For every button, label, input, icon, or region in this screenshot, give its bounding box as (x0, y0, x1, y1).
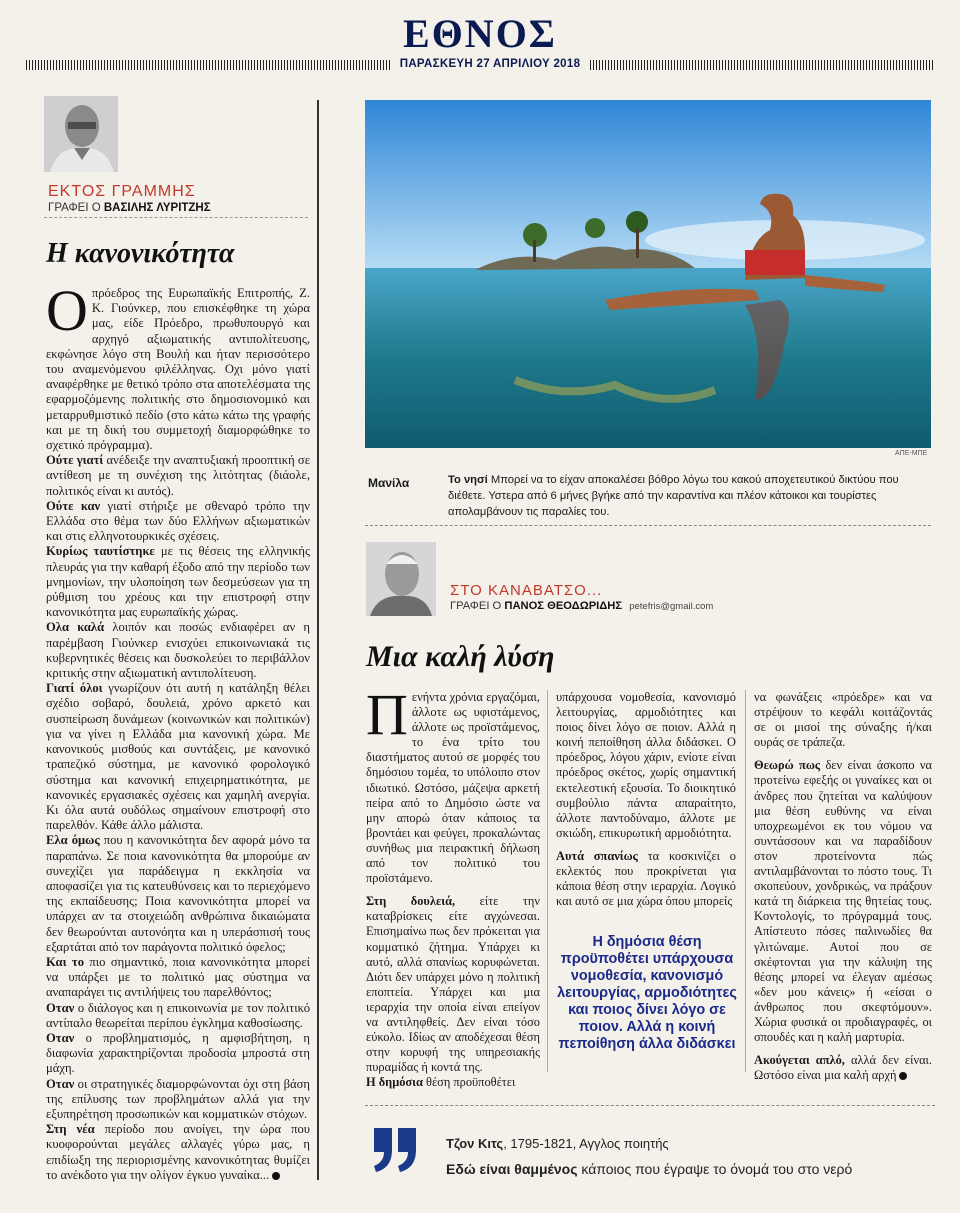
paragraph: γνωρίζουν ότι αυτή η κατάληξη θέλει σχέδιο σοβαρό, δουλειά, χρόνο αρκετό και συσπείρωση δυνάμεων (κοινωνικών και πολιτικών) για να γίνει η Ελλάδα μια κανονική χώρα. Με κανονικούς μισθούς και συντάξεις, με κανονικό τραπεζικό σύστημα, με κανονικό φορολογικό σύστημα και κανονική επιχειρηματικότητα, με κανονικές εργασιακές σχέσεις και χαμηλή ανεργία. Κι όλα αυτά ουδόλως σημαίνουν επιστροφή στο παρελθόν. Κάθε άλλο μάλιστα. (46, 681, 311, 833)
lead-in: Και το (46, 954, 84, 969)
lead-in: Ολα καλά (46, 620, 105, 635)
pull-quote: Η δημόσια θέση προϋποθέτει υπάρχουσα νομοθεσία, κανονισμό λειτουργίας, αρμοδιότητες και ποιος δίνει λόγο σε ποιον. Αλλά η κοινή πεποίθηση άλλα διδάσκει (557, 934, 737, 1052)
paragraph: γιατί στήριξε με σθεναρό τρόπο την Ελλάδα στο θέμα των δύο Ελλήνων αξιωματικών και στις ελληνοτουρκικές σχέσεις. (46, 498, 310, 544)
byline (48, 202, 211, 214)
caption-lead: Το νησί (448, 474, 488, 486)
lead-in: Ακούγεται απλό, (754, 1053, 845, 1068)
quote-lead: Εδώ είναι θαμμένος (446, 1161, 578, 1177)
lead-in: Ούτε γιατί (46, 453, 104, 468)
paragraph: ο προβληματισμός, η αμφισβήτηση, η διαφωνία χαρακτηρίζονται προδοσία μπροστά στη μάχη. (46, 1030, 310, 1076)
paragraph: ενήντα χρόνια εργαζόμαι, άλλοτε ως υφιστάμενος, άλλοτε ως προϊστάμενος, το ένα τρίτο του διαστήματος αυτού σε μορφές του δημόσιου τομέα, το υπόλοιπο στον ιδιωτικό. Ωστόσο, μάζεψα αρκετή πείρα από το Δημόσιο ώστε να μην απορώ όταν κάποιος τα βροντάει και φεύγει, προκαλώντας συνήθως μια πειρακτική δήλωση από τον πολιτικό του προϊστάμενο. (366, 690, 540, 886)
lead-in: Οταν (46, 1000, 75, 1015)
dropcap: Π (366, 682, 408, 747)
masthead-rule-right (590, 60, 935, 70)
divider (44, 217, 308, 218)
quote-text (446, 1161, 852, 1177)
dropcap: Ο (46, 278, 88, 343)
divider (365, 525, 931, 526)
paragraph: είτε την καταβρίσκεις είτε αγχώνεσαι. Επισημαίνω πως δεν πρόκειται για κομματικό ζήτημα. Υπάρχει κι αυτό, αλλά σπανίως κορυφώνεται. Διότι δεν υπάρχει μόνο η πολιτική εποπτεία. Υπάρχει και μια ιεραρχία την οποία είναι επείγον να αντιληφθείς. Δεν είναι τόσο εύκολο. Ιδίως αν αποδέχεσαι θέση στην κορυφή της υπηρεσιακής πυραμίδας ή κοντά της. (366, 894, 540, 1075)
photo-location: Μανίλα (368, 476, 410, 490)
author-name: ΒΑΣΙΛΗΣ ΛΥΡΙΤΖΗΣ (103, 202, 211, 214)
lead-in: Κυρίως ταυτίστηκε (46, 544, 155, 559)
paragraph: πιο σημαντικό, ποια κανονικότητα μπορεί να υπάρξει με το πολιτικό μας σύστημα να αναπαράγει τις αντιλήψεις του παρελθόντος; (46, 954, 310, 1000)
column-separator (547, 690, 548, 1072)
paragraph: ο διάλογος και η επικοινωνία με τον πολιτικό αντίπαλο θεωρείται περίπου έγκλημα καθοσίωσης. (46, 1000, 310, 1030)
article-headline: Μια καλή λύση (366, 640, 555, 673)
author-name: ΠΑΝΟΣ ΘΕΟΔΩΡΙΔΗΣ (504, 600, 623, 612)
masthead (0, 0, 960, 80)
column-name: ΣΤΟ ΚΑΝΑΒΑΤΣΟ... (450, 582, 603, 599)
divider (365, 1105, 935, 1106)
paragraph: περίοδο που ανοίγει, την ώρα που κυοφορούνται μεγάλες αλλαγές γύρω μας, η επιδίωξη της περιορισμένης κανονικότητας θυμίζει το ανέκδοτο για την ολίγον έγκυο γυναίκα... (46, 1122, 310, 1182)
end-mark (899, 1072, 907, 1080)
photo-credit: ΑΠΕ-ΜΠΕ (895, 450, 928, 457)
paragraph: με τις θέσεις της ελληνικής πλευράς για την καθαρή έξοδο από την περίοδο των μνημονίων, την υλοποίηση των δεσμεύσεων για τη ρύθμιση του χρέους και την επιστροφή στην κανονικότητα μας ευρωπαϊκής χώρας. (46, 544, 311, 620)
paragraph: αλλά δεν είναι. Ωστόσο είναι μια καλή αρχή (754, 1053, 932, 1083)
byline-prefix: ΓΡΑΦΕΙ Ο (450, 600, 502, 612)
column-separator (317, 100, 319, 1180)
paragraph: να φωνάξεις «πρόεδρε» και να στρέψουν το κεφάλι κοιτάζοντάς σε οι μισοί της σύναξης ή/και ουράς σε τράπεζα. (754, 690, 932, 750)
paragraph: θέση προϋποθέτει (422, 1075, 516, 1090)
lead-in: Η δημόσια (366, 1075, 423, 1090)
author-portrait (366, 542, 436, 616)
quote-author (446, 1136, 669, 1151)
lead-in: Οταν (46, 1076, 75, 1091)
lead-in: Αυτά σπανίως (556, 848, 638, 863)
news-photo (365, 100, 931, 448)
byline (450, 600, 713, 612)
lead-in: Γιατί όλοι (46, 681, 103, 696)
lead-in: Ελα όμως (46, 833, 100, 848)
paragraph: λοιπόν και ποσώς ενδιαφέρει αν η παρέμβαση Γιούνκερ ενισχύει επικοινωνιακά τις κυβερνητικές θέσεις και δυσκολεύει το περιβάλλον κριτικής στην αξιωματική αντιπολίτευση. (46, 620, 310, 681)
quote-mark-icon (370, 1124, 422, 1176)
column-separator (745, 690, 746, 1072)
lead-in: Θεωρώ πως (754, 758, 821, 773)
paragraph: που η κανονικότητα δεν αφορά μόνο τα παραπάνω. Σε ποια κανονικότητα θα μπορούμε αν συνεχίζει για παράδειγμα η εκκλησία να αποφασίζει για τις κατευθύνσεις και το περιεχόμενο της εκπαίδευσης; Ποια κανονικότητα μπορεί να υπάρχει αν τα στοιχειώδη ανθρώπινα δικαιώματα δεν θεωρούνται αυτονόητα και η υπεράσπισή τους εξαρτάται από τον παράγοντα πολιτικό όφελος; (46, 833, 311, 954)
paragraph: δεν είναι άσκοπο να προτείνω εφεξής οι γυναίκες και οι άνδρες που ζητείται να καλύψουν μια θέση ευθύνης να είναι υποχρεωμένοι εκ του νόμου να συντάσσουν και να παραδίδουν στον προτείνοντα πώς αντιλαμβάνονται το πόστο τους. Τι σκοπεύουν, χονδρικώς, να πράξουν κατά τη διάρκεια της θητείας τους. Κοντολογίς, το πρόγραμμά τους. Απίστευτο πόσες παλινωδίες θα γλιτώναμε. Αυτοί που σε σκέφτονται για την κάλυψη της θέσης μπορεί να έλεγαν αμέσως «δεν μου κάνεις» ή «είσαι ο άνθρωπος που σκεφτόμουν». Χώρια φυσικά οι προδιαγραφές, οι σπουδές και η καλή μαρτυρία. (754, 758, 932, 1045)
lead-in: Στη δουλειά, (366, 894, 456, 909)
quote-body: κάποιος που έγραψε το όνομά του στο νερό (577, 1161, 853, 1177)
quote-author-dates: , 1795-1821, Αγγλος ποιητής (503, 1136, 669, 1151)
end-mark (272, 1172, 280, 1180)
author-email[interactable]: petefris@gmail.com (629, 601, 714, 612)
article-body (46, 278, 311, 1183)
paragraph: υπάρχουσα νομοθεσία, κανονισμό λειτουργίας, αρμοδιότητες και ποιος δίνει λόγο σε ποιον. Αλλά η κοινή πεποίθηση άλλα διδάσκει. Ο πρόεδρος, λόγου χάριν, ενίοτε είναι πρόεδρος σκέτος, χωρίς σημαντική εκτελεστική εξουσία. Το διοικητικό συμβούλιο πάντα απαραίτητο, άλλοτε παντοδύναμο, άλλοτε με σκιώδη, επικυρωτική αρμοδιότητα. (556, 690, 736, 840)
lead-in: Στη νέα (46, 1122, 95, 1137)
lead-in: Οταν (46, 1030, 75, 1045)
article-headline: Η κανονικότητα (46, 238, 235, 269)
quote-author-name: Τζον Κιτς (446, 1136, 504, 1151)
issue-date: ΠΑΡΑΣΚΕΥΗ 27 ΑΠΡΙΛΙΟΥ 2018 (390, 58, 590, 70)
lead-in: Ούτε καν (46, 498, 101, 513)
masthead-rule-left (26, 60, 390, 70)
article-column-2 (556, 690, 736, 909)
paragraph: τα κοσκινίζει ο εκλεκτός που προκρίνεται για κάποια θέση στην ιεραρχία. Λογικό και αυτό σε μια χώρα όπου μπορείς (556, 848, 736, 909)
photo-caption (448, 472, 928, 520)
paragraph: οι στρατηγικές διαμορφώνονται όχι στη βάση της επίλυσης των προβλημάτων αλλά για την εξυπηρέτηση προσωπικών και κομματικών στόχων. (46, 1076, 310, 1121)
caption-text: Μπορεί να το είχαν αποκαλέσει βόθρο λόγω του κακού αποχετευτικού δικτύου που διέθετε. Υστερα από 6 μήνες βγήκε από την καραντίνα και πλέον κάτοικοι και τουρίστες απολαμβάνουν τις παραλίες του. (448, 474, 899, 518)
article-column-3 (754, 690, 932, 1083)
article-column-1 (366, 682, 540, 1090)
column-name: ΕΚΤΟΣ ΓΡΑΜΜΗΣ (48, 183, 196, 200)
paragraph: ανέδειξε την αναπτυξιακή προοπτική σε αντίθεση με τη συνέχιση της λιτότητας (διάολε, πολιτικός είναι κι αυτός). (46, 453, 311, 498)
byline-prefix: ΓΡΑΦΕΙ Ο (48, 202, 101, 214)
paragraph: πρόεδρος της Ευρωπαϊκής Επιτροπής, Ζ. Κ. Γιούνκερ, που επισκέφθηκε τη χώρα μας, είδε Πρόεδρο, πρωθυπουργό και αρχηγό αξιωματικής αντιπολίτευσης, εκφώνησε λόγο στη Βουλή και ήταν περισσότερο του αναμενόμενου φιλέλληνας. Οχι μόνο γιατί αναφέρθηκε με θετικό τρόπο στα αποτελέσματα της εφαρμοζόμενης πολιτικής στο δημοσιονομικό και μεταρρυθμιστικό πεδίο (στο κάτω κάτω της γραφής και με τη δική του συμμετοχή διαμορφώθηκε το σχετικό πρόγραμμα). (46, 286, 310, 453)
newspaper-title: ΕΘΝΟΣ (403, 11, 557, 56)
author-portrait (44, 96, 118, 172)
